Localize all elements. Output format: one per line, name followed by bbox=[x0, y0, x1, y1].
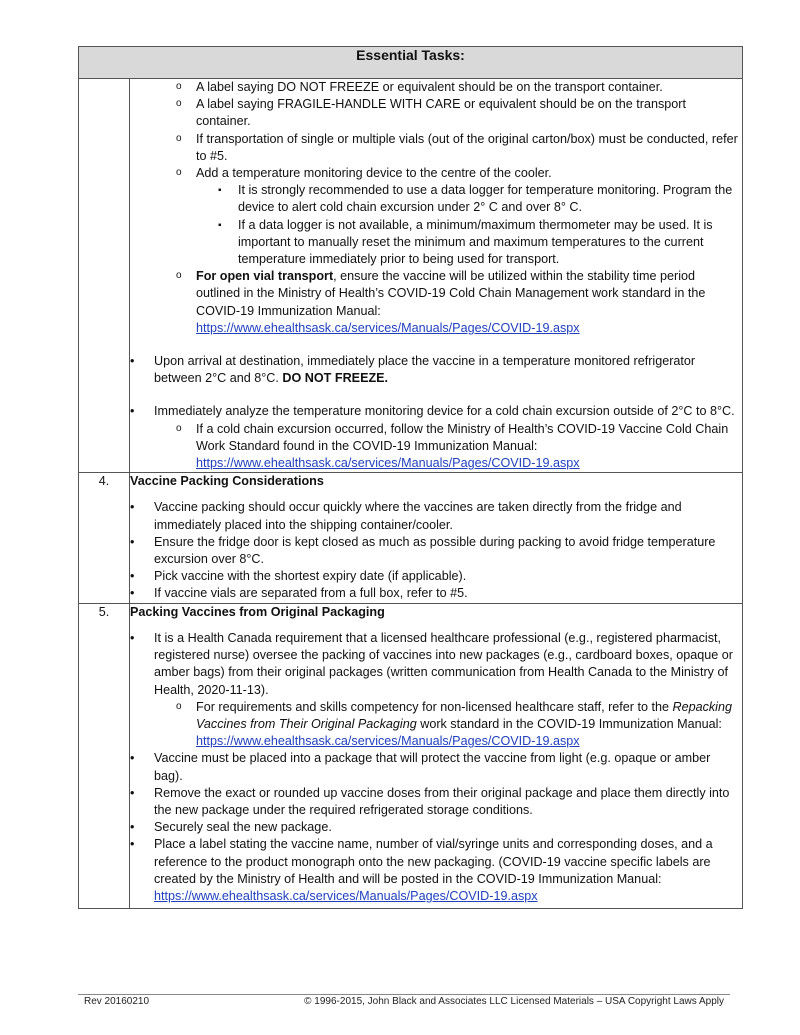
essential-tasks-table bbox=[78, 46, 743, 909]
table-header: Essential Tasks: bbox=[79, 47, 743, 79]
list-item: o If transportation of single or multiple vials (out of the original carton/box) must be conducted, refer to #5. bbox=[176, 131, 742, 165]
requirements-sub-list bbox=[176, 699, 742, 751]
packing-considerations-list bbox=[130, 499, 742, 602]
list-item: • Securely seal the new package. bbox=[130, 819, 742, 836]
section-title: Packing Vaccines from Original Packaging bbox=[130, 604, 385, 619]
revision-label: Rev 20160210 bbox=[84, 996, 150, 1007]
table-row bbox=[79, 79, 743, 473]
section-4-content bbox=[130, 473, 743, 603]
list-item bbox=[130, 403, 742, 472]
list-item bbox=[176, 699, 742, 751]
continued-section-content bbox=[130, 79, 743, 473]
copyright-notice: © 1996-2015, John Black and Associates LLC Licensed Materials – USA Copyright Laws Apply bbox=[304, 996, 724, 1007]
immunization-manual-link[interactable]: https://www.ehealthsask.ca/services/Manuals/Pages/COVID-19.aspx bbox=[196, 734, 580, 749]
do-not-freeze-bold: DO NOT FREEZE. bbox=[282, 371, 389, 386]
list-item bbox=[176, 268, 742, 337]
footer-divider bbox=[78, 994, 730, 995]
list-item bbox=[176, 421, 742, 473]
table-row bbox=[79, 603, 743, 908]
immunization-manual-link[interactable]: https://www.ehealthsask.ca/services/Manuals/Pages/COVID-19.aspx bbox=[196, 320, 580, 335]
row-number: 5. bbox=[79, 603, 130, 908]
list-item: • Vaccine packing should occur quickly where the vaccines are taken directly from the fridge and immediately placed into the shipping container/cooler. bbox=[130, 499, 742, 533]
excursion-text: If a cold chain excursion occurred, follow the Ministry of Health’s COVID-19 Vaccine Cold Chain Work Standard found in the COVID-19 Immunization Manual: bbox=[196, 421, 729, 453]
original-packaging-list bbox=[130, 630, 742, 905]
table-row bbox=[79, 473, 743, 603]
monitor-device-text: Add a temperature monitoring device to the centre of the cooler. bbox=[196, 166, 552, 181]
row-number: 4. bbox=[79, 473, 130, 603]
list-item: • Pick vaccine with the shortest expiry date (if applicable). bbox=[130, 568, 742, 585]
list-item: o A label saying FRAGILE-HANDLE WITH CARE or equivalent should be on the transport container. bbox=[176, 96, 742, 130]
analyze-list bbox=[130, 403, 742, 472]
list-item bbox=[176, 165, 742, 268]
list-item: ▪ It is strongly recommended to use a data logger for temperature monitoring. Program the device to alert cold chain excursion under 2° C and over 8° C. bbox=[218, 182, 742, 216]
section-title: Vaccine Packing Considerations bbox=[130, 474, 324, 489]
work-standard-title: Repacking Vaccines from Their Original Packaging bbox=[196, 699, 732, 731]
row-number-empty bbox=[79, 79, 130, 473]
section-5-content bbox=[130, 603, 743, 908]
list-item bbox=[130, 630, 742, 750]
immunization-manual-link[interactable]: https://www.ehealthsask.ca/services/Manuals/Pages/COVID-19.aspx bbox=[196, 456, 580, 471]
monitor-sub-list bbox=[218, 182, 742, 268]
arrival-list bbox=[130, 353, 742, 387]
label-text: Place a label stating the vaccine name, number of vial/syringe units and corresponding doses, and a reference to the product monograph onto the new packaging. (COVID-19 vaccine specific labels are created by the Ministry of Health and will be posted in the COVID-19 Immunization Manual: bbox=[154, 837, 713, 886]
list-item: ▪ If a data logger is not available, a minimum/maximum thermometer may be used. It is important to manually reset the minimum and maximum temperatures to the current temperature immediately prior to being used for transport. bbox=[218, 217, 742, 269]
list-item bbox=[130, 836, 742, 905]
requirements-text: For requirements and skills competency for non-licensed healthcare staff, refer to the bbox=[196, 699, 673, 714]
analyze-text: • Immediately analyze the temperature monitoring device for a cold chain excursion outside of 2°C to 8°C. bbox=[154, 404, 735, 419]
list-item: • Vaccine must be placed into a package that will protect the vaccine from light (e.g. opaque or amber bag). bbox=[130, 750, 742, 784]
open-vial-text: , ensure the vaccine will be utilized within the stability time period outlined in the Ministry of Health’s COVID-19 Cold Chain Management work standard in the COVID-19 Immunization Manual: bbox=[196, 269, 706, 318]
health-canada-text: It is a Health Canada requirement that a licensed healthcare professional (e.g., registered pharmacist, registered nurse) oversee the packing of vaccines into new packages (e.g., cardboard boxes, opaque or amber bags) from their original packages (written communication from Health Canada to the Ministry of Health, 2020-11-13). bbox=[154, 630, 733, 697]
excursion-sub-list bbox=[176, 421, 742, 473]
list-item bbox=[130, 353, 742, 387]
transport-sub-list bbox=[176, 79, 742, 337]
list-item: • Ensure the fridge door is kept closed as much as possible during packing to avoid fridge temperature excursion over 8°C. bbox=[130, 534, 742, 568]
list-item: o A label saying DO NOT FREEZE or equivalent should be on the transport container. bbox=[176, 79, 742, 96]
open-vial-bold: For open vial transport bbox=[196, 269, 334, 284]
arrival-text: Upon arrival at destination, immediately place the vaccine in a temperature monitored refrigerator between 2°C and 8°C. bbox=[154, 354, 696, 386]
list-item: • Remove the exact or rounded up vaccine doses from their original package and place them directly into the new package under the required refrigerated storage conditions. bbox=[130, 785, 742, 819]
requirements-text-post: work standard in the COVID-19 Immunization Manual: bbox=[416, 716, 722, 731]
immunization-manual-link[interactable]: https://www.ehealthsask.ca/services/Manuals/Pages/COVID-19.aspx bbox=[154, 888, 538, 903]
list-item: • If vaccine vials are separated from a full box, refer to #5. bbox=[130, 585, 742, 602]
